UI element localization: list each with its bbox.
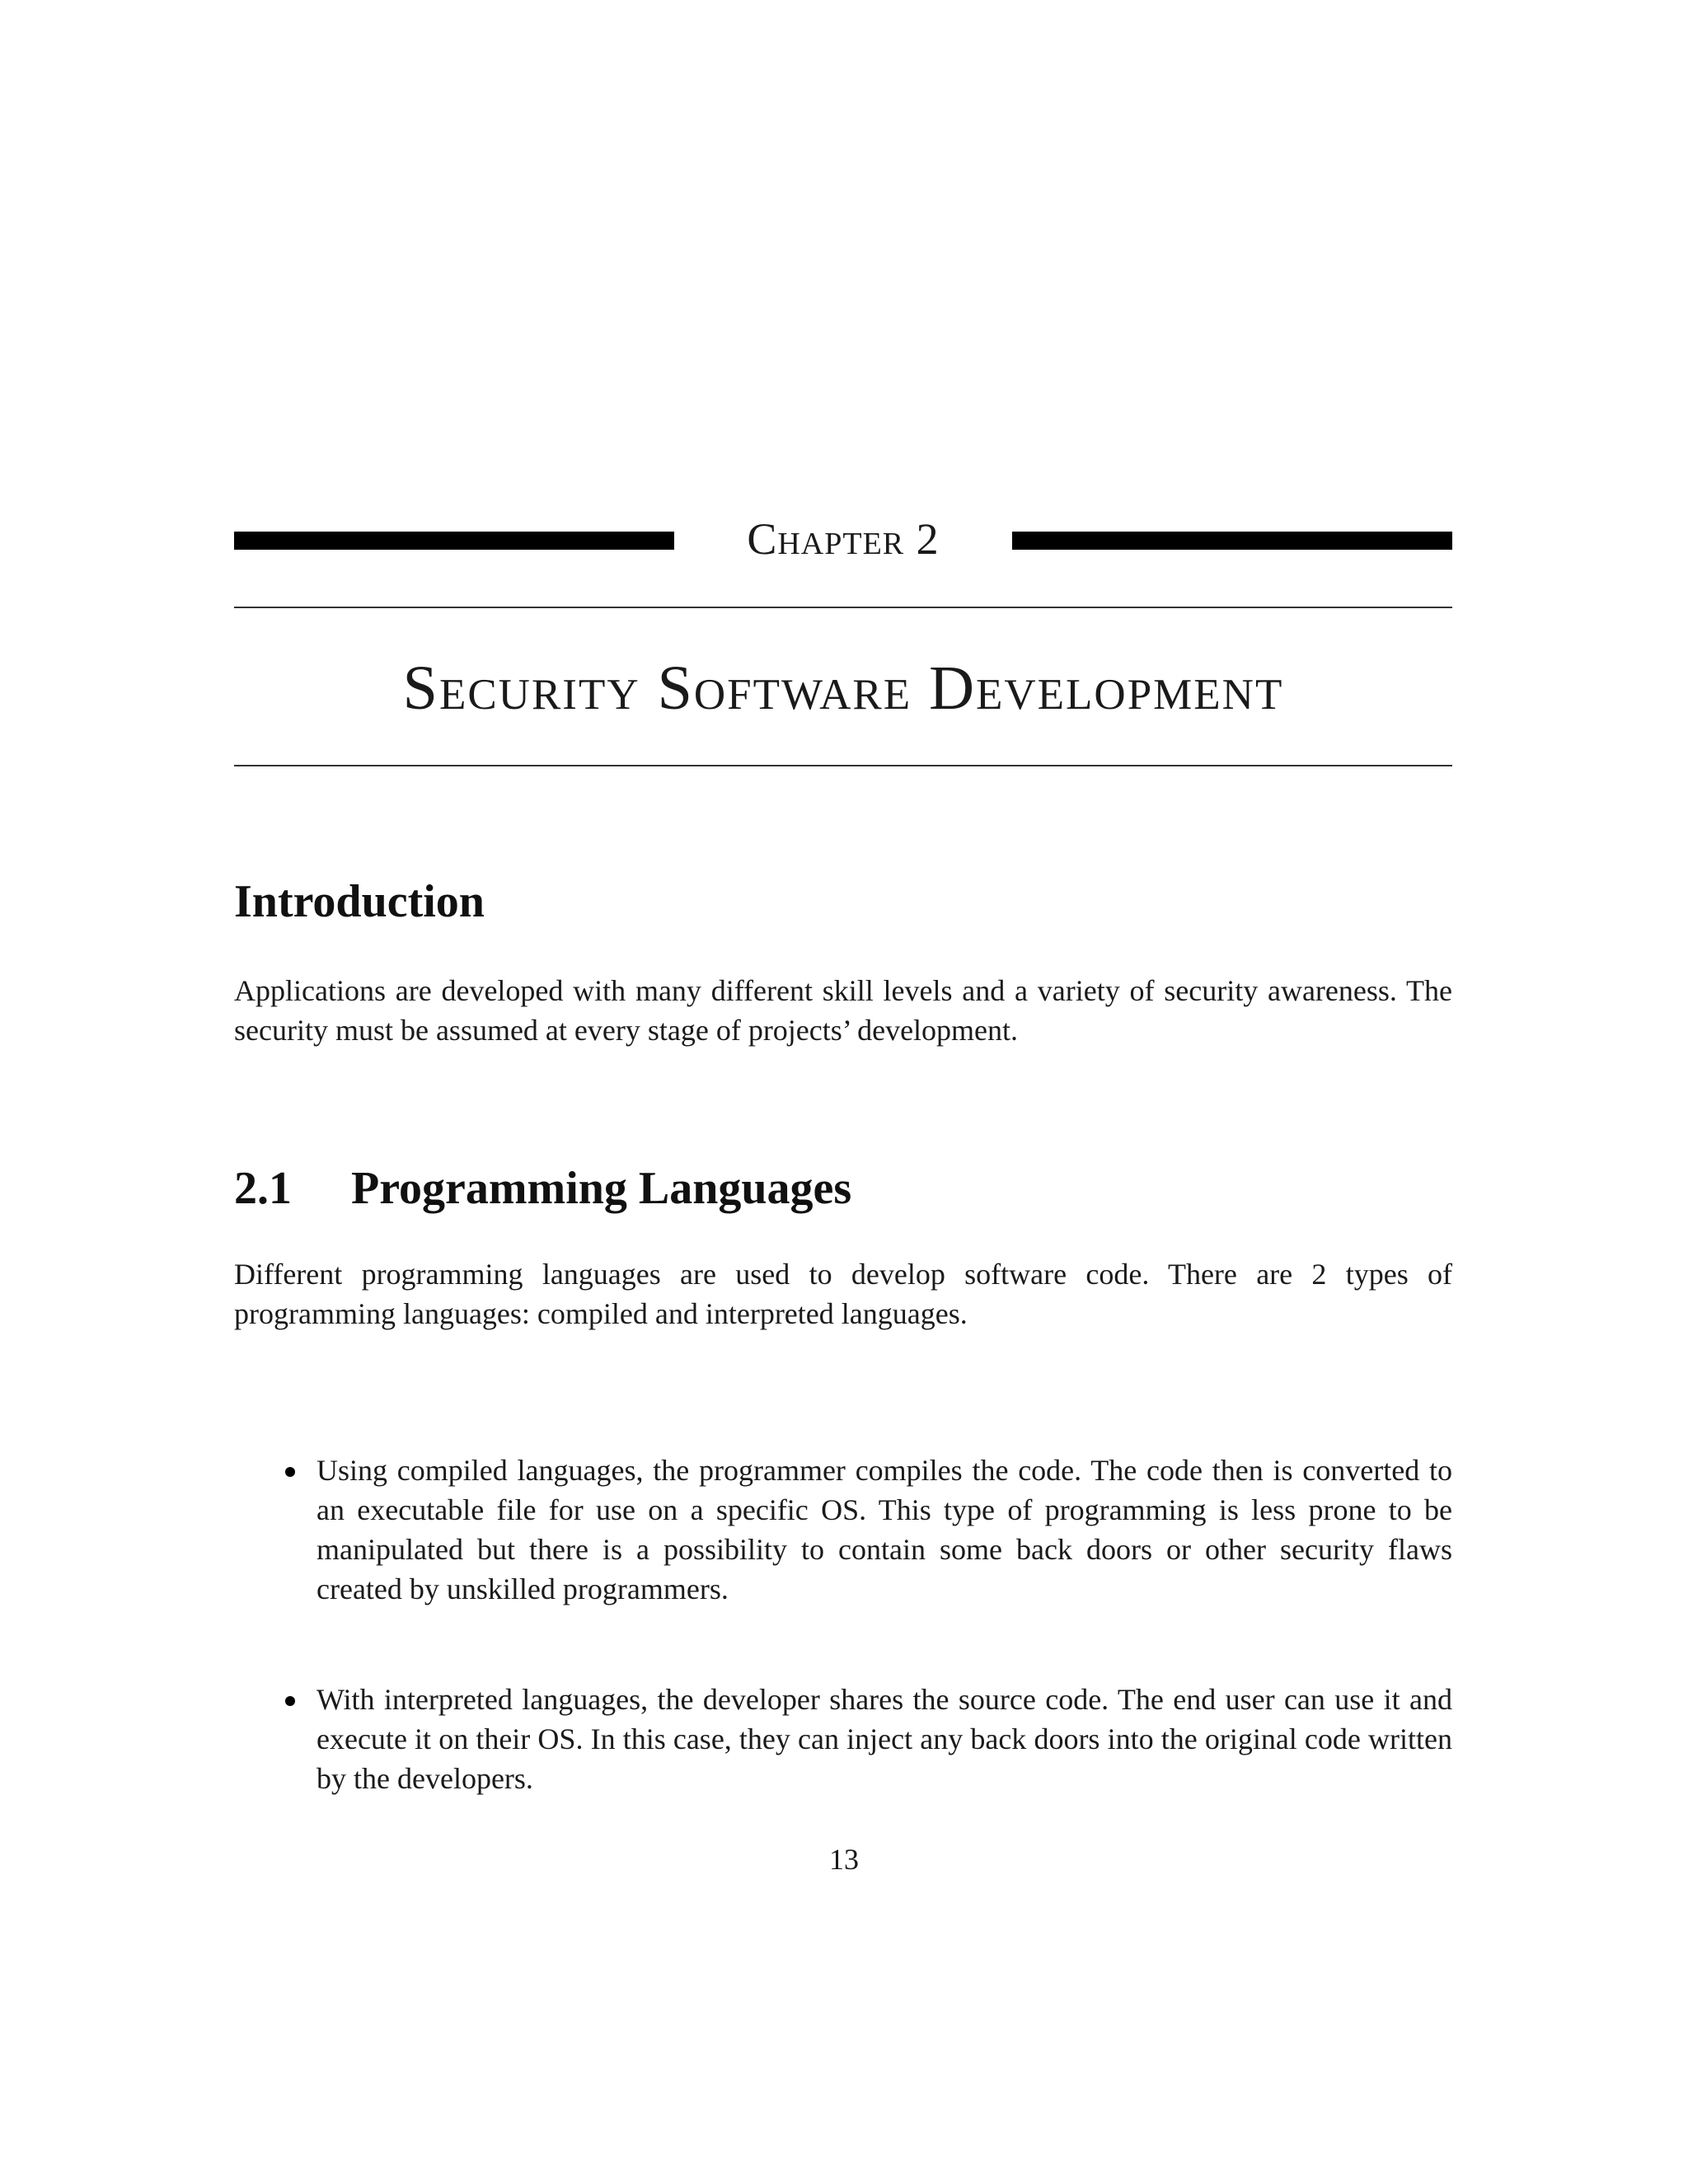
chapter-title: Security Software Development (402, 654, 1284, 723)
title-bottom-rule (234, 765, 1452, 766)
introduction-heading: Introduction (234, 876, 485, 927)
page-number: 13 (829, 1843, 859, 1876)
section-number: 2.1 (234, 1163, 292, 1214)
chapter-right-bar (1012, 532, 1452, 550)
title-top-rule (234, 607, 1452, 608)
section-title: Programming Languages (351, 1163, 852, 1214)
section-heading (234, 1162, 851, 1215)
chapter-label: Chapter 2 (747, 514, 940, 564)
section-paragraph: Different programming languages are used to develop software code. There are 2 types of programming languages: compiled and interpreted languages. (234, 1258, 1452, 1330)
list-item-text: Using compiled languages, the programmer compiles the code. The code then is converted to an executable file for use on a specific OS. This type of programming is less prone to be manipulated but there is a possibility to contain some back doors or other security flaws created by unskilled programmers. (316, 1454, 1452, 1605)
chapter-left-bar (234, 532, 674, 550)
list-item-text: With interpreted languages, the developer shares the source code. The end user can use it and execute it on their OS. In this case, they can inject any back doors into the original code written by the developers. (316, 1683, 1452, 1795)
introduction-paragraph: Applications are developed with many different skill levels and a variety of security awareness. The security must be assumed at every stage of projects’ development. (234, 974, 1452, 1047)
chapter-header-band (234, 509, 1452, 569)
bullet-icon (285, 1467, 295, 1477)
bullet-icon (285, 1696, 295, 1706)
